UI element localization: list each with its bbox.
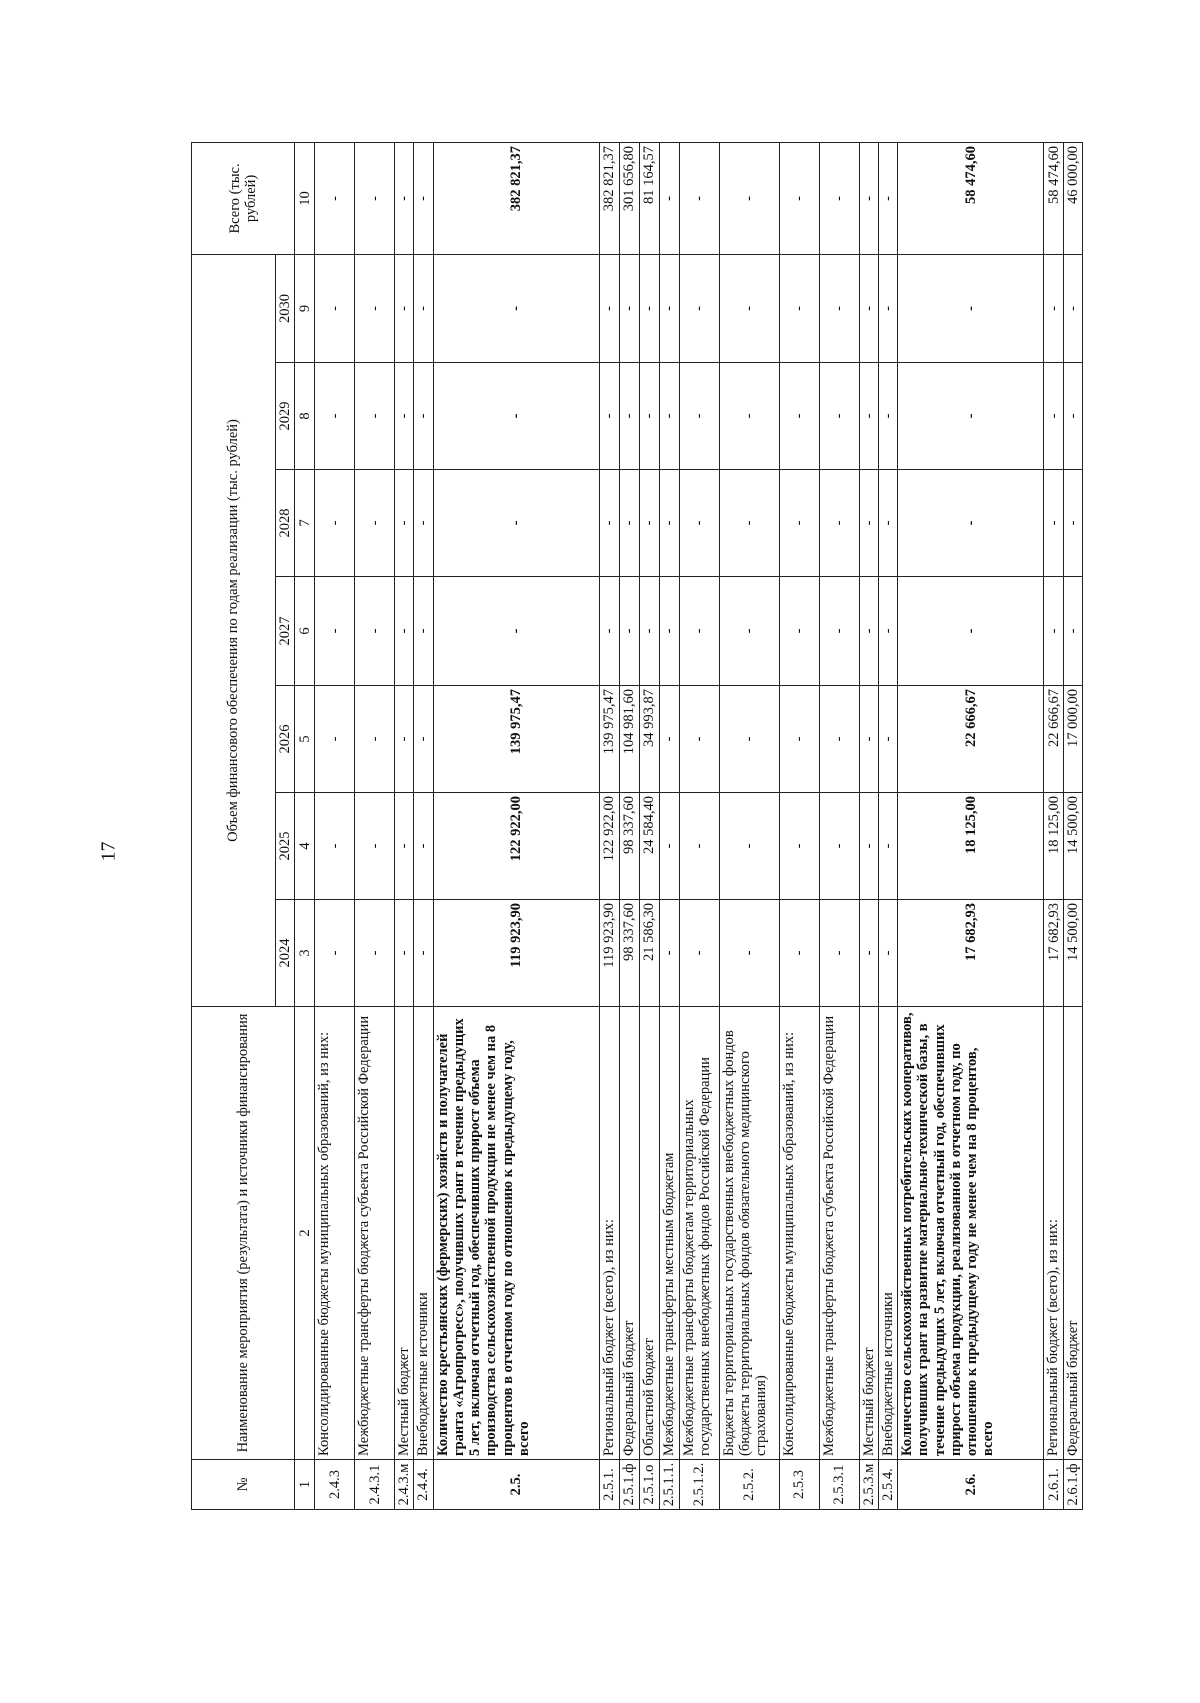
row-value: -	[414, 686, 433, 793]
row-value: -	[355, 900, 395, 1007]
row-value: -	[859, 900, 878, 1007]
row-number: 2.5.2.	[719, 1460, 779, 1510]
row-value: 139 975,47	[433, 686, 599, 793]
row-total: -	[878, 142, 897, 254]
row-value: 119 923,90	[599, 900, 619, 1007]
row-value: -	[599, 470, 619, 577]
row-value: -	[859, 254, 878, 362]
row-value: -	[859, 470, 878, 577]
table-row	[819, 142, 859, 1509]
row-value: -	[1044, 363, 1064, 470]
row-value: -	[639, 470, 659, 577]
row-value: -	[395, 686, 414, 793]
header-year: 2028	[276, 470, 295, 577]
row-value: -	[719, 686, 779, 793]
row-value: -	[719, 470, 779, 577]
row-name: Бюджеты территориальных государственных внебюджетных фондов (бюджеты территориальных фондов обязательного медицинского страхования)	[719, 1007, 779, 1460]
row-name: Консолидированные бюджеты муниципальных образований, из них:	[315, 1007, 355, 1460]
row-value: -	[433, 470, 599, 577]
row-number: 2.5.3.1	[819, 1460, 859, 1510]
header-year: 2025	[276, 793, 295, 900]
row-value: -	[433, 254, 599, 362]
table-row	[355, 142, 395, 1509]
row-value: -	[659, 470, 679, 577]
row-number: 2.6.	[898, 1460, 1044, 1510]
column-index: 9	[295, 254, 315, 362]
column-index: 8	[295, 363, 315, 470]
row-value: -	[878, 470, 897, 577]
header-year: 2030	[276, 254, 295, 362]
row-total: 46 000,00	[1064, 142, 1083, 254]
row-value: -	[779, 363, 819, 470]
row-value: -	[819, 577, 859, 686]
row-value: -	[898, 363, 1044, 470]
row-value: -	[719, 363, 779, 470]
row-value: 24 584,40	[639, 793, 659, 900]
row-name: Местный бюджет	[395, 1007, 414, 1460]
row-name: Областной бюджет	[639, 1007, 659, 1460]
row-value: -	[719, 577, 779, 686]
row-value: -	[878, 254, 897, 362]
row-total: -	[779, 142, 819, 254]
row-value: -	[878, 363, 897, 470]
row-total: -	[859, 142, 878, 254]
row-value: -	[414, 577, 433, 686]
row-value: -	[1064, 254, 1083, 362]
table-row	[1044, 142, 1064, 1509]
row-value: -	[355, 470, 395, 577]
table-row	[719, 142, 779, 1509]
row-value: -	[779, 577, 819, 686]
row-value: -	[639, 577, 659, 686]
row-value: -	[779, 470, 819, 577]
column-index: 4	[295, 793, 315, 900]
row-value: 122 922,00	[599, 793, 619, 900]
row-value: 18 125,00	[898, 793, 1044, 900]
header-total: Всего (тыс. рублей)	[192, 142, 295, 254]
row-name: Консолидированные бюджеты муниципальных образований, из них:	[779, 1007, 819, 1460]
row-value: -	[779, 900, 819, 1007]
row-value: -	[355, 577, 395, 686]
header-year: 2027	[276, 577, 295, 686]
row-number: 2.4.3.1	[355, 1460, 395, 1510]
row-name: Региональный бюджет (всего), из них:	[599, 1007, 619, 1460]
row-value: 22 666,67	[1044, 686, 1064, 793]
row-total: 81 164,57	[639, 142, 659, 254]
row-value: 119 923,90	[433, 900, 599, 1007]
row-total: -	[719, 142, 779, 254]
header-years-group: Объем финансового обеспечения по годам реализации (тыс. рублей)	[192, 254, 276, 1006]
row-number: 2.5.1.ф	[619, 1460, 639, 1510]
row-value: -	[819, 254, 859, 362]
row-number: 2.5.4.	[878, 1460, 897, 1510]
row-value: -	[315, 470, 355, 577]
row-value: -	[599, 363, 619, 470]
row-value: -	[898, 470, 1044, 577]
row-value: -	[659, 900, 679, 1007]
table-row	[315, 142, 355, 1509]
row-value: 122 922,00	[433, 793, 599, 900]
row-total: -	[659, 142, 679, 254]
column-index: 6	[295, 577, 315, 686]
row-total: 58 474,60	[898, 142, 1044, 254]
row-value: -	[619, 363, 639, 470]
row-value: -	[395, 793, 414, 900]
row-value: -	[659, 254, 679, 362]
column-index: 7	[295, 470, 315, 577]
row-value: 18 125,00	[1044, 793, 1064, 900]
page-number-wrap	[97, 0, 121, 1703]
row-number: 2.5.3	[779, 1460, 819, 1510]
financing-table	[191, 142, 1083, 1510]
row-total: 382 821,37	[433, 142, 599, 254]
row-value: -	[819, 793, 859, 900]
header-no: №	[192, 1460, 295, 1510]
row-value: -	[898, 577, 1044, 686]
row-name: Межбюджетные трансферты бюджета субъекта Российской Федерации	[355, 1007, 395, 1460]
page-number: 17	[97, 841, 120, 862]
row-value: -	[355, 254, 395, 362]
row-value: -	[355, 363, 395, 470]
row-value: -	[878, 577, 897, 686]
row-value: -	[315, 686, 355, 793]
row-value: -	[395, 254, 414, 362]
row-value: -	[639, 254, 659, 362]
row-value: -	[1044, 254, 1064, 362]
row-value: 98 337,60	[619, 900, 639, 1007]
row-value: -	[679, 470, 719, 577]
table-body	[315, 142, 1083, 1509]
header-year: 2024	[276, 900, 295, 1007]
table-row	[395, 142, 414, 1509]
row-value: -	[878, 900, 897, 1007]
row-value: -	[779, 254, 819, 362]
column-index-row	[295, 142, 315, 1509]
row-number: 2.5.	[433, 1460, 599, 1510]
row-name: Межбюджетные трансферты бюджета субъекта Российской Федерации	[819, 1007, 859, 1460]
row-value: -	[819, 363, 859, 470]
row-number: 2.5.1.о	[639, 1460, 659, 1510]
row-name: Межбюджетные трансферты местным бюджетам	[659, 1007, 679, 1460]
row-value: 17 000,00	[1064, 686, 1083, 793]
row-number: 2.5.3.м	[859, 1460, 878, 1510]
row-value: -	[1044, 577, 1064, 686]
row-number: 2.6.1.ф	[1064, 1460, 1083, 1510]
row-value: -	[433, 363, 599, 470]
row-name: Количество крестьянских (фермерских) хозяйств и получателей гранта «Агропрогресс», получивших грант в течение предыдущих 5 лет, включая отчетный год, обеспечивших прирост объема производства сельскохозяйственной продукции не менее чем на 8 процентов в отчетном году по отношению к предыдущему году, всего	[433, 1007, 599, 1460]
row-name: Региональный бюджет (всего), из них:	[1044, 1007, 1064, 1460]
row-value: -	[315, 900, 355, 1007]
row-total: -	[679, 142, 719, 254]
row-value: -	[859, 793, 878, 900]
row-value: -	[819, 900, 859, 1007]
row-total: -	[819, 142, 859, 254]
header-name: Наименование мероприятия (результата) и источники финансирования	[192, 1007, 295, 1460]
row-value: -	[659, 363, 679, 470]
row-value: 34 993,87	[639, 686, 659, 793]
row-value: -	[433, 577, 599, 686]
row-value: -	[395, 577, 414, 686]
row-value: -	[878, 686, 897, 793]
table-row	[898, 142, 1044, 1509]
row-value: 14 500,00	[1064, 900, 1083, 1007]
row-value: -	[719, 793, 779, 900]
row-total: -	[395, 142, 414, 254]
table-row	[1064, 142, 1083, 1509]
row-value: -	[779, 793, 819, 900]
row-value: -	[315, 793, 355, 900]
row-name: Федеральный бюджет	[619, 1007, 639, 1460]
column-index: 1	[295, 1460, 315, 1510]
row-value: -	[659, 686, 679, 793]
table-row	[619, 142, 639, 1509]
row-number: 2.6.1.	[1044, 1460, 1064, 1510]
row-value: -	[898, 254, 1044, 362]
table-row	[414, 142, 433, 1509]
table-row	[679, 142, 719, 1509]
row-value: -	[414, 363, 433, 470]
column-index: 3	[295, 900, 315, 1007]
row-value: 22 666,67	[898, 686, 1044, 793]
row-value: -	[679, 686, 719, 793]
row-value: -	[659, 577, 679, 686]
table-row	[859, 142, 878, 1509]
row-number: 2.5.1.2.	[679, 1460, 719, 1510]
row-value: -	[819, 470, 859, 577]
row-value: -	[779, 686, 819, 793]
row-value: -	[315, 254, 355, 362]
row-value: -	[315, 577, 355, 686]
row-value: -	[414, 900, 433, 1007]
table-row	[433, 142, 599, 1509]
row-total: -	[414, 142, 433, 254]
row-value: -	[1064, 363, 1083, 470]
row-value: 98 337,60	[619, 793, 639, 900]
table-row	[599, 142, 619, 1509]
row-value: -	[599, 577, 619, 686]
row-value: -	[355, 686, 395, 793]
row-number: 2.5.1.	[599, 1460, 619, 1510]
row-total: 58 474,60	[1044, 142, 1064, 254]
row-value: -	[355, 793, 395, 900]
row-value: 14 500,00	[1064, 793, 1083, 900]
header-year: 2029	[276, 363, 295, 470]
row-name: Внебюджетные источники	[414, 1007, 433, 1460]
row-name: Количество сельскохозяйственных потребительских кооперативов, получивших грант на развитие материально-технической базы, в течение предыдущих 5 лет, включая отчетный год, обеспечивших прирост объема продукции, реализованной в отчетном году, по отношению к предыдущему году не менее чем на 8 процентов, всего	[898, 1007, 1044, 1460]
row-total: -	[355, 142, 395, 254]
row-value: -	[414, 793, 433, 900]
header-year: 2026	[276, 686, 295, 793]
row-number: 2.4.3.м	[395, 1460, 414, 1510]
row-name: Федеральный бюджет	[1064, 1007, 1083, 1460]
row-value: -	[395, 363, 414, 470]
row-value: -	[1064, 577, 1083, 686]
row-value: -	[395, 900, 414, 1007]
table-row	[779, 142, 819, 1509]
row-value: -	[659, 793, 679, 900]
row-value: -	[859, 686, 878, 793]
row-number: 2.5.1.1.	[659, 1460, 679, 1510]
row-value: -	[878, 793, 897, 900]
row-name: Внебюджетные источники	[878, 1007, 897, 1460]
row-value: -	[599, 254, 619, 362]
row-value: -	[679, 900, 719, 1007]
table-header	[192, 142, 315, 1509]
table-row	[639, 142, 659, 1509]
row-value: -	[619, 577, 639, 686]
row-value: -	[819, 686, 859, 793]
row-value: 104 981,60	[619, 686, 639, 793]
rotated-table-wrap	[191, 143, 1082, 1510]
row-total: 301 656,80	[619, 142, 639, 254]
column-index: 2	[295, 1007, 315, 1460]
row-value: -	[395, 470, 414, 577]
row-value: -	[619, 254, 639, 362]
column-index: 10	[295, 142, 315, 254]
row-value: -	[1064, 470, 1083, 577]
row-name: Межбюджетные трансферты бюджетам территориальных государственных внебюджетных фондов Российской Федерации	[679, 1007, 719, 1460]
table-row	[878, 142, 897, 1509]
row-value: -	[639, 363, 659, 470]
row-value: -	[719, 900, 779, 1007]
row-value: -	[414, 470, 433, 577]
row-value: -	[619, 470, 639, 577]
row-total: -	[315, 142, 355, 254]
row-value: -	[859, 577, 878, 686]
row-total: 382 821,37	[599, 142, 619, 254]
row-value: 17 682,93	[1044, 900, 1064, 1007]
row-value: -	[1044, 470, 1064, 577]
row-name: Местный бюджет	[859, 1007, 878, 1460]
table-row	[659, 142, 679, 1509]
row-number: 2.4.4.	[414, 1460, 433, 1510]
row-number: 2.4.3	[315, 1460, 355, 1510]
row-value: -	[679, 254, 719, 362]
row-value: -	[679, 363, 719, 470]
row-value: 21 586,30	[639, 900, 659, 1007]
row-value: 17 682,93	[898, 900, 1044, 1007]
row-value: -	[719, 254, 779, 362]
row-value: -	[414, 254, 433, 362]
column-index: 5	[295, 686, 315, 793]
row-value: -	[679, 793, 719, 900]
row-value: -	[315, 363, 355, 470]
row-value: -	[679, 577, 719, 686]
row-value: 139 975,47	[599, 686, 619, 793]
row-value: -	[859, 363, 878, 470]
